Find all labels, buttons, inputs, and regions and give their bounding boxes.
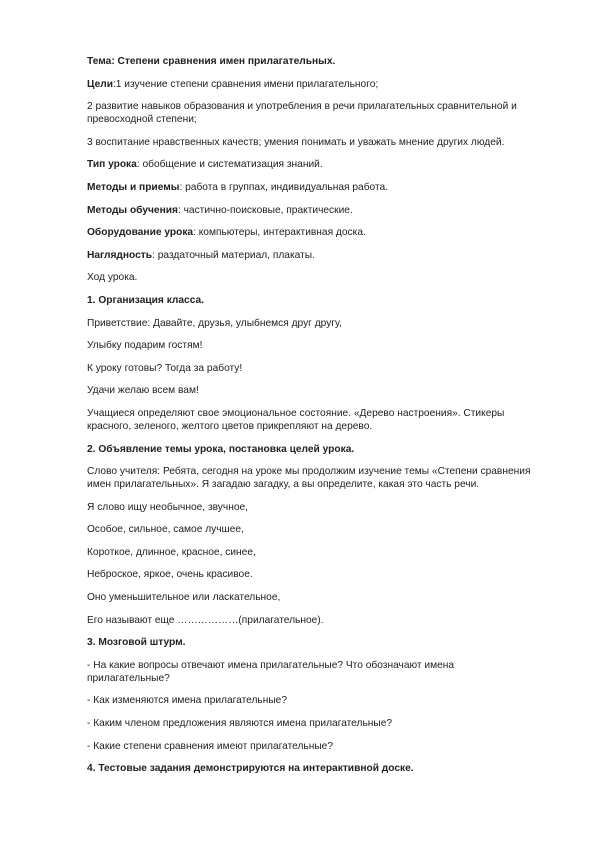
section-1-line: Учащиеся определяют свое эмоциональное состояние. «Дерево настроения». Стикеры красного, зеленого, желтого цветов прикрепляют на дерево. (87, 407, 505, 432)
goal-1: :1 изучение степени сравнения имени прилагательного; (112, 78, 379, 90)
teaching-methods-value: : частично-поисковые, практические. (177, 204, 353, 216)
riddle-line: Особое, сильное, самое лучшее, (87, 524, 244, 536)
question-line: - На какие вопросы отвечают имена прилагательные? Что обозначают имена прилагательные? (87, 659, 455, 684)
goals-label: Цели (87, 78, 113, 90)
lesson-type (87, 158, 537, 171)
section-3-heading: 3. Мозговой штурм. (87, 637, 186, 649)
visuals (87, 249, 537, 262)
goal-2: 2 развитие навыков образования и употребления в речи прилагательных сравнительной и превосходной степени; (87, 101, 517, 126)
visuals-value: : раздаточный материал, плакаты. (152, 249, 315, 261)
equipment (87, 226, 537, 239)
methods-value: : работа в группах, индивидуальная работа. (179, 181, 389, 193)
methods-label: Методы и приемы (87, 181, 180, 193)
document-page (87, 55, 537, 785)
equipment-label: Оборудование урока (87, 227, 194, 239)
riddle-line: Я слово ищу необычное, звучное, (87, 501, 249, 513)
section-1-line: Приветствие: Давайте, друзья, улыбнемся друг другу, (87, 317, 342, 329)
equipment-value: : компьютеры, интерактивная доска. (193, 227, 366, 239)
section-4-heading: 4. Тестовые задания демонстрируются на интерактивной доске. (87, 763, 414, 775)
teaching-methods-label: Методы обучения (87, 204, 178, 216)
section-2-line: Слово учителя: Ребята, сегодня на уроке мы продолжим изучение темы «Степени сравнения имен прилагательных». Я загадаю загадку, а вы определите, какая это часть речи. (87, 466, 531, 491)
topic-title: Тема: Степени сравнения имен прилагательных. (87, 56, 336, 67)
visuals-label: Наглядность (87, 249, 153, 261)
question-line: - Какие степени сравнения имеют прилагательные? (87, 740, 334, 752)
section-1-line: Улыбку подарим гостям! (87, 340, 203, 352)
question-line: - Каким членом предложения являются имена прилагательные? (87, 718, 393, 730)
section-1-line: К уроку готовы? Тогда за работу! (87, 362, 243, 374)
section-2-heading: 2. Объявление темы урока, постановка целей урока. (87, 443, 355, 455)
teaching-methods (87, 204, 537, 217)
lesson-type-value: : обобщение и систематизация знаний. (136, 159, 323, 171)
section-1-line: Удачи желаю всем вам! (87, 385, 199, 397)
lesson-type-label: Тип урока (87, 159, 137, 171)
riddle-line: Короткое, длинное, красное, синее, (87, 546, 256, 558)
section-1-heading: 1. Организация класса. (87, 294, 205, 306)
lesson-flow: Ход урока. (87, 272, 138, 284)
riddle-line: Оно уменьшительное или ласкательное, (87, 592, 281, 604)
goal-3: 3 воспитание нравственных качеств; умения понимать и уважать мнение других людей. (87, 136, 505, 148)
methods (87, 181, 537, 194)
goals-line-1 (87, 78, 537, 91)
riddle-line: Неброское, яркое, очень красивое. (87, 569, 253, 581)
question-line: - Как изменяются имена прилагательные? (87, 695, 288, 707)
riddle-line: Его называют еще ………………(прилагательное). (87, 614, 324, 626)
